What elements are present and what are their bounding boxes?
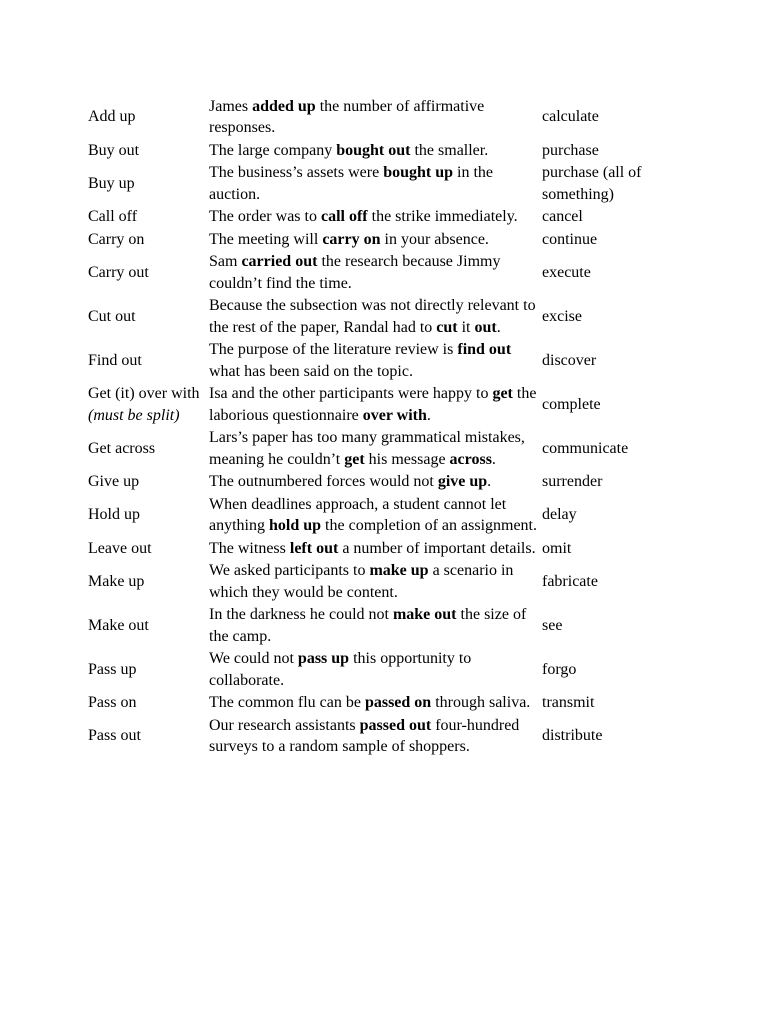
meaning: delay bbox=[542, 506, 577, 524]
phrasal-verb-cell bbox=[82, 251, 209, 295]
example-text: through saliva. bbox=[431, 694, 531, 711]
example-text: The outnumbered forces would not bbox=[209, 473, 438, 490]
meaning-cell bbox=[542, 427, 692, 471]
phrasal-verb-cell bbox=[82, 604, 209, 648]
example-text: James bbox=[209, 97, 253, 115]
meaning: excise bbox=[542, 307, 582, 325]
example-text: Sam bbox=[209, 253, 242, 270]
phrasal-verb: Add up bbox=[88, 108, 136, 126]
example-highlight: make out bbox=[392, 606, 457, 623]
example-text: In the darkness he could not bbox=[209, 606, 393, 623]
example-text: We could not bbox=[209, 650, 298, 667]
example-text: the number of affirmative responses. bbox=[209, 97, 485, 136]
meaning-cell bbox=[542, 493, 692, 537]
meaning: purchase bbox=[542, 141, 599, 159]
phrasal-verb: Pass on bbox=[88, 694, 137, 711]
phrasal-verb-cell bbox=[82, 206, 209, 229]
example-sentence-cell bbox=[209, 162, 542, 206]
table-row bbox=[82, 493, 692, 537]
example-sentence-cell bbox=[209, 537, 542, 560]
phrasal-verb-cell bbox=[82, 692, 209, 715]
example-text: The business’s assets were bbox=[209, 164, 384, 181]
meaning-cell bbox=[542, 206, 692, 229]
meaning: surrender bbox=[542, 473, 603, 490]
example-highlight: carried out bbox=[241, 253, 318, 270]
example-highlight: passed on bbox=[364, 694, 432, 711]
phrasal-verb: Carry out bbox=[88, 263, 149, 281]
table-row bbox=[82, 692, 692, 715]
meaning: continue bbox=[542, 230, 598, 248]
meaning: calculate bbox=[542, 108, 599, 126]
phrasal-verb: Get (it) over with bbox=[88, 385, 200, 402]
example-highlight: bought up bbox=[383, 164, 454, 181]
example-sentence-cell bbox=[209, 604, 542, 648]
meaning: fabricate bbox=[542, 572, 598, 590]
phrasal-verb: Pass out bbox=[88, 727, 141, 745]
phrasal-verb: Pass up bbox=[88, 660, 137, 678]
example-sentence-cell bbox=[209, 692, 542, 715]
table-row bbox=[82, 427, 692, 471]
example-sentence-cell bbox=[209, 139, 542, 162]
example-text: . bbox=[496, 318, 501, 336]
example-text: in the auction. bbox=[209, 164, 494, 203]
meaning-cell bbox=[542, 95, 692, 139]
phrasal-verb: Buy up bbox=[88, 174, 135, 192]
example-text: Isa and the other participants were happy to bbox=[209, 385, 493, 402]
example-highlight: over with bbox=[362, 406, 427, 424]
table-row bbox=[82, 560, 692, 604]
example-text: the strike immediately. bbox=[367, 208, 518, 225]
example-text: . bbox=[426, 406, 431, 424]
example-text: The purpose of the literature review is bbox=[209, 341, 458, 358]
meaning: forgo bbox=[542, 660, 577, 678]
table-row bbox=[82, 139, 692, 162]
table-row bbox=[82, 537, 692, 560]
phrasal-verb: Carry on bbox=[88, 230, 145, 248]
example-sentence-cell bbox=[209, 714, 542, 758]
example-sentence-cell bbox=[209, 493, 542, 537]
example-highlight: passed out bbox=[359, 716, 432, 734]
phrasal-verb-table-body bbox=[82, 95, 692, 758]
phrasal-verb: Find out bbox=[88, 351, 142, 369]
phrasal-verb-cell bbox=[82, 648, 209, 692]
phrasal-verb-cell bbox=[82, 493, 209, 537]
table-row bbox=[82, 295, 692, 339]
table-row bbox=[82, 228, 692, 251]
meaning-cell bbox=[542, 692, 692, 715]
example-highlight: make up bbox=[369, 562, 429, 579]
example-text: the smaller. bbox=[410, 141, 489, 159]
phrasal-verb-cell bbox=[82, 95, 209, 139]
example-text: The meeting will bbox=[209, 230, 323, 248]
example-sentence-cell bbox=[209, 295, 542, 339]
phrasal-verb: Give up bbox=[88, 473, 140, 490]
example-sentence-cell bbox=[209, 471, 542, 494]
phrasal-verb-cell bbox=[82, 139, 209, 162]
meaning: transmit bbox=[542, 694, 595, 711]
phrasal-verb: Hold up bbox=[88, 506, 140, 524]
phrasal-verb: Call off bbox=[88, 208, 138, 225]
example-text: The large company bbox=[209, 141, 337, 159]
meaning-cell bbox=[542, 714, 692, 758]
phrasal-verb-cell bbox=[82, 383, 209, 427]
example-text: the size of the camp. bbox=[209, 606, 527, 645]
example-text: the research because Jimmy couldn’t find the time. bbox=[209, 253, 501, 292]
meaning-cell bbox=[542, 604, 692, 648]
meaning: cancel bbox=[542, 208, 583, 225]
example-highlight: get bbox=[344, 450, 365, 468]
example-text: The common flu can be bbox=[209, 694, 365, 711]
meaning-cell bbox=[542, 295, 692, 339]
example-highlight: out bbox=[474, 318, 497, 336]
example-highlight: hold up bbox=[269, 517, 322, 534]
table-row bbox=[82, 251, 692, 295]
phrasal-verb-table bbox=[82, 95, 692, 758]
phrasal-verb: Make up bbox=[88, 572, 145, 590]
meaning: purchase (all of something) bbox=[542, 164, 642, 203]
example-text: the laborious questionnaire bbox=[209, 385, 537, 424]
table-row bbox=[82, 206, 692, 229]
meaning-cell bbox=[542, 162, 692, 206]
table-row bbox=[82, 339, 692, 383]
table-row bbox=[82, 604, 692, 648]
meaning-cell bbox=[542, 251, 692, 295]
table-row bbox=[82, 383, 692, 427]
example-sentence-cell bbox=[209, 560, 542, 604]
phrasal-verb-cell bbox=[82, 714, 209, 758]
meaning-cell bbox=[542, 471, 692, 494]
example-highlight: call off bbox=[320, 208, 368, 225]
meaning-cell bbox=[542, 383, 692, 427]
example-sentence-cell bbox=[209, 427, 542, 471]
meaning: omit bbox=[542, 539, 572, 557]
meaning: complete bbox=[542, 395, 601, 413]
example-sentence-cell bbox=[209, 228, 542, 251]
example-highlight: carry on bbox=[322, 230, 381, 248]
example-text: Because the subsection was not directly relevant to the rest of the paper, Randal had to bbox=[209, 297, 536, 336]
phrasal-verb-cell bbox=[82, 295, 209, 339]
example-sentence-cell bbox=[209, 383, 542, 427]
meaning: discover bbox=[542, 351, 597, 369]
example-text: Our research assistants bbox=[209, 716, 360, 734]
phrasal-verb-cell bbox=[82, 537, 209, 560]
example-text: this opportunity to collaborate. bbox=[209, 650, 472, 689]
example-text: what has been said on the topic. bbox=[209, 362, 413, 380]
phrasal-verb-cell bbox=[82, 427, 209, 471]
example-text: his message bbox=[364, 450, 450, 468]
phrasal-verb-note: (must be split) bbox=[88, 406, 180, 424]
phrasal-verb-cell bbox=[82, 560, 209, 604]
phrasal-verb-cell bbox=[82, 228, 209, 251]
meaning-cell bbox=[542, 648, 692, 692]
example-highlight: added up bbox=[252, 97, 316, 115]
example-text: four-hundred surveys to a random sample of shoppers. bbox=[209, 716, 520, 755]
example-highlight: left out bbox=[289, 539, 339, 557]
example-sentence-cell bbox=[209, 648, 542, 692]
example-sentence-cell bbox=[209, 251, 542, 295]
example-text: Lars’s paper has too many grammatical mistakes, meaning he couldn’t bbox=[209, 429, 525, 468]
example-text: . bbox=[491, 450, 496, 468]
phrasal-verb: Leave out bbox=[88, 539, 152, 557]
meaning: communicate bbox=[542, 439, 629, 457]
example-highlight: find out bbox=[457, 341, 512, 358]
phrasal-verb: Get across bbox=[88, 439, 156, 457]
example-highlight: cut bbox=[436, 318, 458, 336]
table-row bbox=[82, 714, 692, 758]
example-sentence-cell bbox=[209, 206, 542, 229]
meaning-cell bbox=[542, 228, 692, 251]
example-highlight: give up bbox=[437, 473, 488, 490]
example-text: the completion of an assignment. bbox=[321, 517, 537, 534]
table-row bbox=[82, 648, 692, 692]
example-text: in your absence. bbox=[380, 230, 489, 248]
meaning-cell bbox=[542, 560, 692, 604]
example-text: The witness bbox=[209, 539, 290, 557]
phrasal-verb: Make out bbox=[88, 616, 149, 634]
example-text: The order was to bbox=[209, 208, 321, 225]
table-row bbox=[82, 162, 692, 206]
example-sentence-cell bbox=[209, 339, 542, 383]
meaning-cell bbox=[542, 537, 692, 560]
example-text: a scenario in which they would be content. bbox=[209, 562, 514, 601]
example-highlight: get bbox=[492, 385, 513, 402]
example-text: When deadlines approach, a student cannot let anything bbox=[209, 495, 507, 534]
meaning: see bbox=[542, 616, 563, 634]
example-text: a number of important details. bbox=[338, 539, 536, 557]
example-highlight: pass up bbox=[297, 650, 350, 667]
phrasal-verb-cell bbox=[82, 162, 209, 206]
example-highlight: bought out bbox=[336, 141, 411, 159]
phrasal-verb: Cut out bbox=[88, 307, 136, 325]
meaning-cell bbox=[542, 339, 692, 383]
phrasal-verb: Buy out bbox=[88, 141, 140, 159]
meaning-cell bbox=[542, 139, 692, 162]
table-row bbox=[82, 95, 692, 139]
table-row bbox=[82, 471, 692, 494]
phrasal-verb-cell bbox=[82, 339, 209, 383]
example-highlight: across bbox=[449, 450, 492, 468]
phrasal-verb-cell bbox=[82, 471, 209, 494]
example-text: We asked participants to bbox=[209, 562, 370, 579]
example-text: it bbox=[457, 318, 475, 336]
meaning: distribute bbox=[542, 727, 603, 745]
example-sentence-cell bbox=[209, 95, 542, 139]
meaning: execute bbox=[542, 263, 591, 281]
example-text: . bbox=[487, 473, 492, 490]
